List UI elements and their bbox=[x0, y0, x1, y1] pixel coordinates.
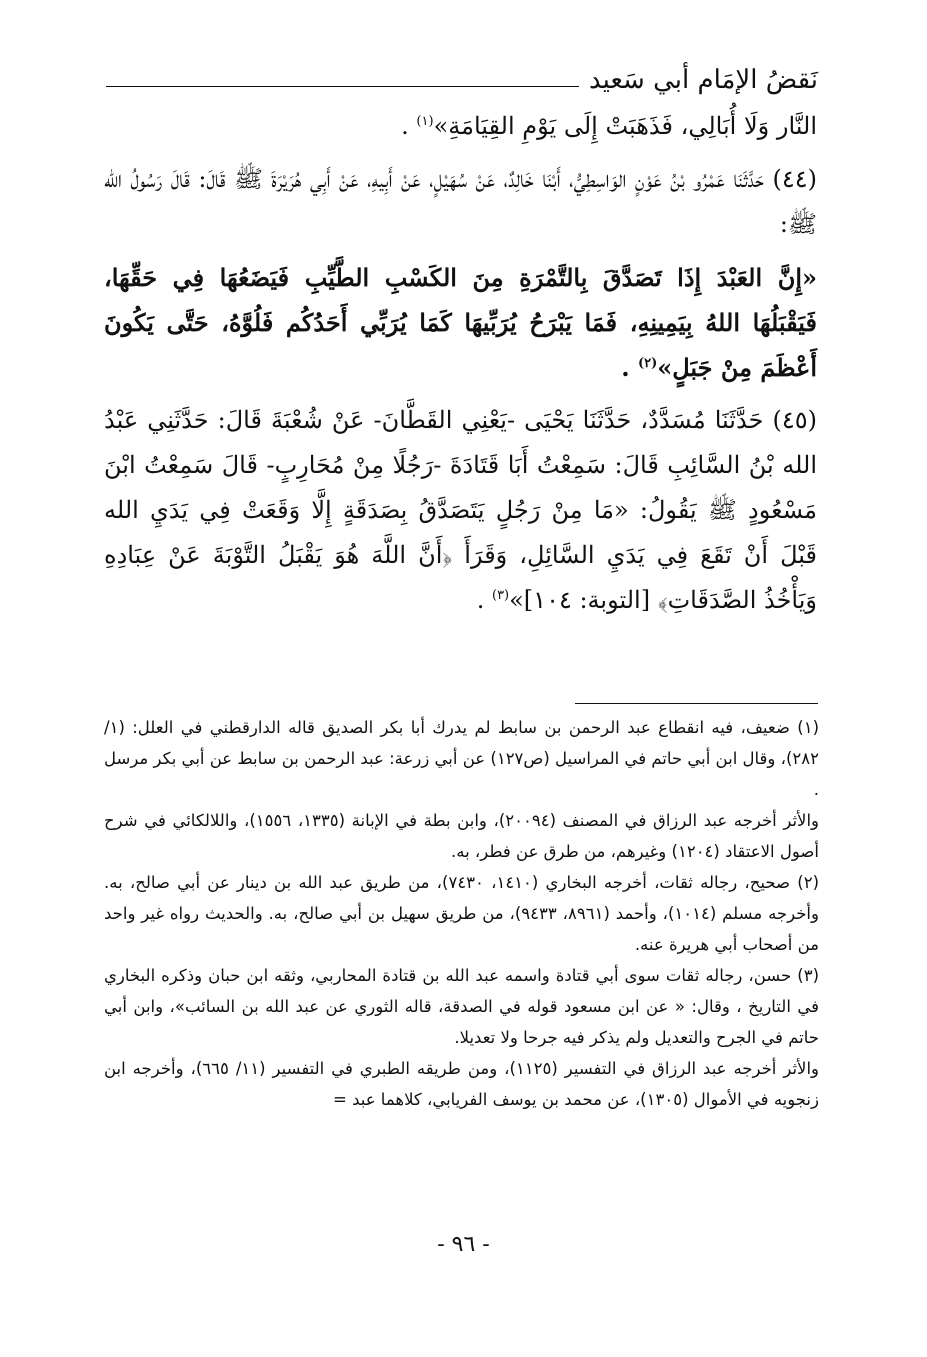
footnotes bbox=[104, 712, 819, 1115]
main-text bbox=[104, 104, 817, 631]
text-line-1: النَّار وَلَا أُبَالِي، فَذَهَبَتْ إِلَى يَوْمِ القِيَامَةِ»$^{(١)}$ . bbox=[401, 112, 817, 140]
footnote-1-continued: والأثر أخرجه عبد الرزاق في المصنف (٢٠٠٩٤)، وابن بطة في الإبانة (١٣٣٥، ١٥٥٦)، واللالكائي في شرح أصول الاعتقاد (١٢٠٤) وغيرهم، من طرق عن فطر، به. bbox=[104, 811, 820, 861]
footnote-ref-1[interactable]: (١) bbox=[416, 114, 434, 129]
footnote-3: (٣) حسن، رجاله ثقات سوى أبي قتادة واسمه عبد الله بن قتادة المحاربي، وثقه ابن حبان وذكره البخاري في التاريخ ، وقال: « عن ابن مسعود قوله في الصدقة، قاله الثوري عن عبد الله بن السائب»، وابن أبي حاتم في الجرح والتعديل ولم يذكر فيه جرحا ولا تعديلا. bbox=[104, 966, 819, 1047]
header-rule bbox=[106, 86, 579, 87]
hadith-45-text: (٤٥) حَدَّثَنَا مُسَدَّدٌ، حَدَّثَنَا يَحْيَى -يَعْنِي القَطَّانَ- عَنْ شُعْبَةَ قَالَ: حَدَّثَنِي عَبْدُ الله بْنُ السَّائِبِ قَالَ: سَمِعْتُ أَبَا قَتَادَةَ -رَجُلًا مِنْ مُحَارِبٍ- قَالَ سَمِعْتُ ابْنَ مَسْعُودٍ ﷺ يَقُولُ: «مَا مِنْ رَجُلٍ يَتَصَدَّقُ بِصَدَقَةٍ إِلَّا وَقَعَتْ فِي يَدَيِ الله قَبْلَ أَنْ تَقَعَ فِي يَدَيِ السَّائِلِ، وَقَرَأَ ﴿أَنَّ اللَّهَ هُوَ يَقْبَلُ التَّوْبَةَ عَنْ عِبَادِهِ وَيَأْخُذُ الصَّدَقَاتِ﴾ [التوبة: ١٠٤]»$^{(٣)}$ . bbox=[104, 406, 817, 614]
hadith-44-text: «إِنَّ العَبْدَ إِذَا تَصَدَّقَ بِالتَّمْرَةِ مِنَ الكَسْبِ الطَّيِّبِ فَيَضَعُهَا فِي حَقِّهَا، فَيَقْبَلُهَا اللهُ بِيَمِينِهِ، فَمَا يَبْرَحُ يُرَبِّيهَا كَمَا يُرَبِّي أَحَدُكُم فَلُوَّهُ، حَتَّى يَكُونَ أَعْظَمَ مِنْ جَبَلٍ»$^{(٢)}$ . bbox=[104, 263, 817, 382]
hadith-44-intro: (٤٤) حَدَّثَنَا عَمْرُو بْنُ عَوْنٍ الوَاسِطِيُّ، أَبْنَا خَالِدٌ، عَنْ سُهَيْلٍ، عَنْ أَبِيهِ، عَنْ أَبِي هُرَيْرَةَ ﷺ قَالَ: قَالَ رَسُولُ الله ﷺ: bbox=[104, 165, 817, 238]
page-number: - ٩٦ - bbox=[437, 1232, 490, 1257]
footnote-ref-2[interactable]: (٢) bbox=[637, 356, 658, 371]
footnote-3-continued: والأثر أخرجه عبد الرزاق في التفسير (١١٢٥)، ومن طريقه الطبري في التفسير (١١/ ٦٦٥)، وأخرجه ابن زنجويه في الأموال (١٣٠٥)، عن محمد بن يوسف الفريابي، كلاهما عبد = bbox=[104, 1059, 819, 1109]
footnote-1: (١) ضعيف، فيه انقطاع عبد الرحمن بن سابط لم يدرك أبا بكر الصديق قاله الدارقطني في العلل: (١/ ٢٨٢)، وقال ابن أبي حاتم في المراسيل (ص١٢٧) عن أبي زرعة: عبد الرحمن بن سابط عن أبي بكر مرسل . bbox=[104, 718, 819, 799]
book-title: نَقضُ الإمَام أبي سَعيد bbox=[589, 65, 818, 95]
footnote-separator bbox=[575, 703, 818, 704]
footnote-2: (٢) صحيح، رجاله ثقات، أخرجه البخاري (١٤١٠، ٧٤٣٠)، من طريق عبد الله بن دينار عن أبي صالح، به. وأخرجه مسلم (١٠١٤)، وأحمد (٨٩٦١، ٩٤٣٣)، من طريق سهيل بن أبي صالح، به. والحديث رواه غير واحد من أصحاب أبي هريرة عنه. bbox=[104, 873, 819, 954]
footnote-ref-3[interactable]: (٣) bbox=[491, 588, 510, 603]
running-header bbox=[106, 60, 818, 100]
